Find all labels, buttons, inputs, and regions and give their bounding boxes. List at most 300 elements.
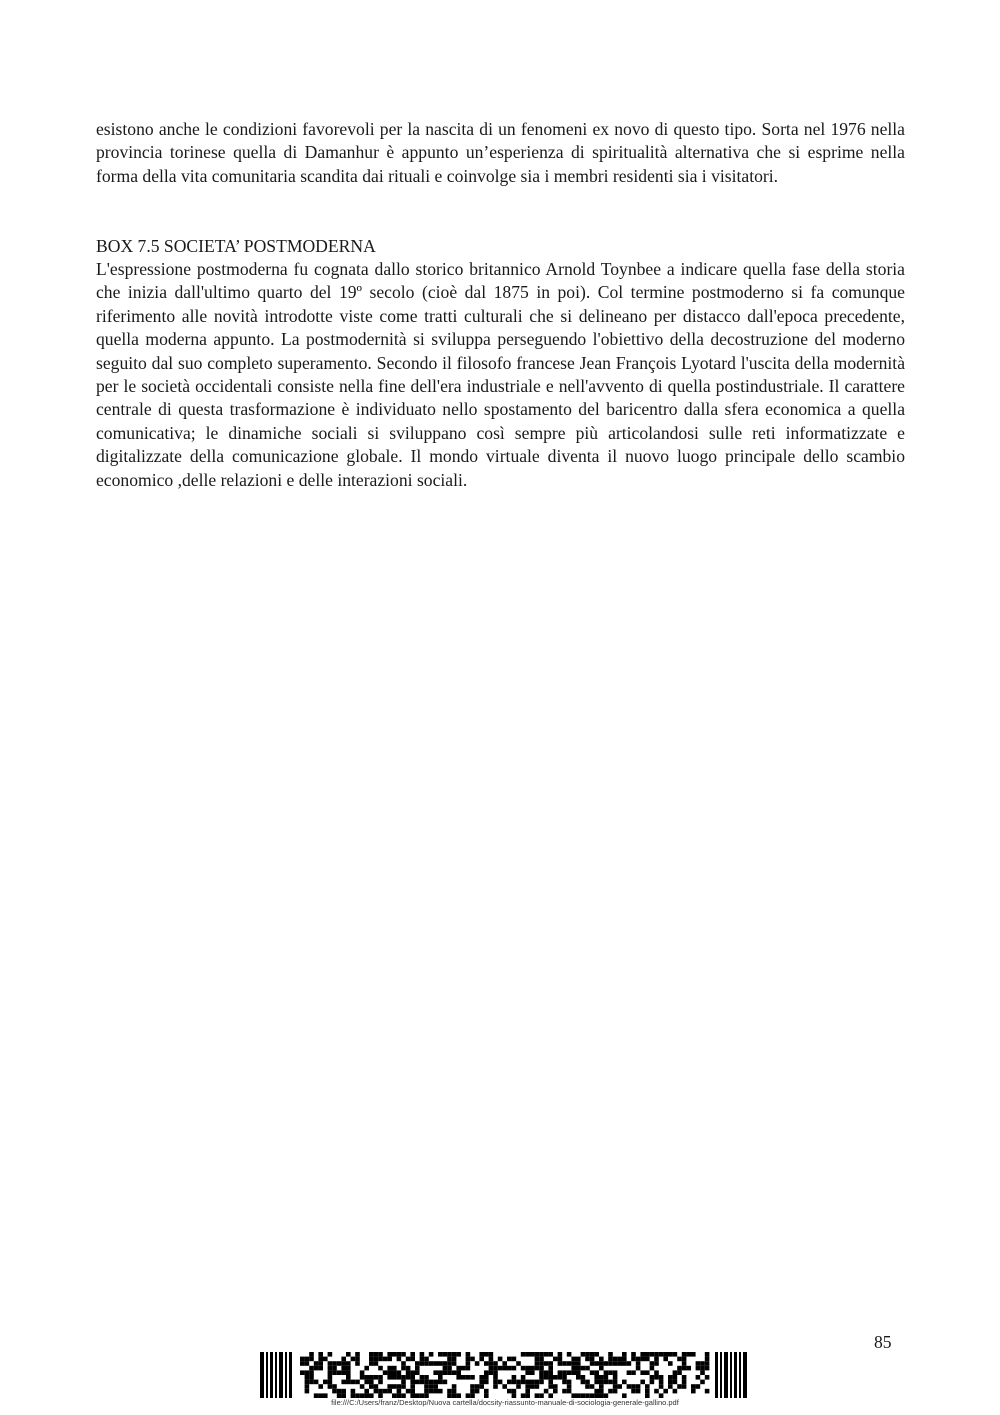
barcode-module: [631, 1384, 636, 1389]
barcode-module: [654, 1375, 659, 1380]
barcode-module: [318, 1352, 323, 1357]
barcode-module: [318, 1366, 323, 1371]
barcode-module: [360, 1370, 365, 1375]
barcode-module: [581, 1366, 586, 1371]
barcode-module: [378, 1352, 383, 1357]
barcode-module: [369, 1352, 374, 1357]
barcode-module: [341, 1370, 346, 1375]
barcode-module: [627, 1384, 632, 1389]
barcode-module: [443, 1352, 448, 1357]
barcode-module: [521, 1380, 526, 1385]
barcode-module: [498, 1380, 503, 1385]
barcode-module: [613, 1380, 618, 1385]
barcode-module: [613, 1389, 618, 1394]
barcode-module: [364, 1380, 369, 1385]
barcode-module: [466, 1366, 471, 1371]
barcode-module: [682, 1380, 687, 1385]
barcode-module: [337, 1389, 342, 1394]
barcode-module: [383, 1389, 388, 1394]
barcode-module: [305, 1389, 310, 1394]
barcode-module: [608, 1389, 613, 1394]
barcode-module: [420, 1380, 425, 1385]
barcode-module: [530, 1384, 535, 1389]
barcode-module: [558, 1357, 563, 1362]
barcode-module: [734, 1352, 737, 1398]
file-path-footer: file:///C:/Users/franz/Desktop/Nuova cartella/docsity-riassunto-manuale-di-sociologia-generale-gallino.pdf: [331, 1398, 679, 1407]
barcode-module: [383, 1357, 388, 1362]
barcode-module: [392, 1370, 397, 1375]
barcode-module: [369, 1357, 374, 1362]
barcode-module: [562, 1375, 567, 1380]
barcode-module: [466, 1357, 471, 1362]
barcode-module: [696, 1375, 701, 1380]
barcode-module: [484, 1380, 489, 1385]
barcode-module: [346, 1370, 351, 1375]
barcode-module: [521, 1375, 526, 1380]
barcode-module: [424, 1361, 429, 1366]
barcode-module: [594, 1361, 599, 1366]
barcode-module: [392, 1366, 397, 1371]
barcode-module: [410, 1389, 415, 1394]
barcode-module: [567, 1370, 572, 1375]
barcode-module: [622, 1380, 627, 1385]
barcode-module: [466, 1375, 471, 1380]
barcode-module: [691, 1352, 696, 1357]
barcode-module: [558, 1361, 563, 1366]
barcode-module: [686, 1352, 691, 1357]
barcode-module: [332, 1366, 337, 1371]
barcode-module: [677, 1370, 682, 1375]
barcode-module: [594, 1389, 599, 1394]
barcode-module: [314, 1361, 319, 1366]
barcode-module: [374, 1357, 379, 1362]
barcode-module: [489, 1366, 494, 1371]
barcode-module: [374, 1384, 379, 1389]
barcode-module: [387, 1357, 392, 1362]
barcode-module: [696, 1361, 701, 1366]
barcode-module: [387, 1375, 392, 1380]
barcode-module: [724, 1352, 728, 1398]
barcode-module: [318, 1357, 323, 1362]
barcode-module: [525, 1370, 530, 1375]
barcode-module: [364, 1366, 369, 1371]
barcode-module: [659, 1375, 664, 1380]
barcode-module: [525, 1352, 530, 1357]
barcode-module: [512, 1357, 517, 1362]
barcode-module: [498, 1357, 503, 1362]
barcode-module: [309, 1357, 314, 1362]
barcode-module: [700, 1361, 705, 1366]
barcode-module: [309, 1380, 314, 1385]
barcode-module: [686, 1366, 691, 1371]
barcode-module: [539, 1361, 544, 1366]
barcode-module: [289, 1352, 292, 1398]
barcode-module: [378, 1380, 383, 1385]
barcode-module: [673, 1370, 678, 1375]
barcode-module: [682, 1357, 687, 1362]
barcode-module: [475, 1389, 480, 1394]
barcode-module: [705, 1357, 710, 1362]
barcode-module: [608, 1357, 613, 1362]
barcode-module: [489, 1361, 494, 1366]
barcode-module: [300, 1361, 305, 1366]
barcode-module: [622, 1352, 627, 1357]
barcode-module: [590, 1361, 595, 1366]
barcode-module: [387, 1370, 392, 1375]
barcode-module: [608, 1352, 613, 1357]
barcode-module: [424, 1389, 429, 1394]
barcode-module: [613, 1361, 618, 1366]
barcode-module: [397, 1384, 402, 1389]
barcode-module: [300, 1370, 305, 1375]
barcode-module: [420, 1375, 425, 1380]
barcode-module: [341, 1380, 346, 1385]
barcode-module: [525, 1380, 530, 1385]
barcode-module: [700, 1366, 705, 1371]
barcode-module: [383, 1370, 388, 1375]
barcode-module: [696, 1366, 701, 1371]
barcode-module: [705, 1366, 710, 1371]
barcode-module: [341, 1357, 346, 1362]
barcode-module: [613, 1375, 618, 1380]
barcode-module: [493, 1384, 498, 1389]
barcode-module: [590, 1370, 595, 1375]
barcode-module: [466, 1361, 471, 1366]
barcode-module: [346, 1361, 351, 1366]
barcode-module: [323, 1380, 328, 1385]
barcode-module: [640, 1370, 645, 1375]
barcode-module: [576, 1375, 581, 1380]
barcode-module: [493, 1361, 498, 1366]
barcode-module: [433, 1380, 438, 1385]
barcode-module: [447, 1370, 452, 1375]
barcode-module: [599, 1375, 604, 1380]
barcode-module: [355, 1380, 360, 1385]
barcode-module: [567, 1389, 572, 1394]
barcode-module: [608, 1380, 613, 1385]
barcode-module: [318, 1384, 323, 1389]
barcode-module: [544, 1352, 549, 1357]
barcode-module: [682, 1384, 687, 1389]
barcode-module: [305, 1380, 310, 1385]
barcode-module: [622, 1361, 627, 1366]
barcode-module: [668, 1375, 673, 1380]
barcode-module: [369, 1375, 374, 1380]
barcode-module: [484, 1361, 489, 1366]
barcode-module: [548, 1361, 553, 1366]
barcode-module: [539, 1352, 544, 1357]
barcode-module: [659, 1352, 664, 1357]
barcode-module: [682, 1352, 687, 1357]
barcode-module: [525, 1366, 530, 1371]
barcode-module: [636, 1357, 641, 1362]
barcode-module: [429, 1361, 434, 1366]
barcode-module: [447, 1352, 452, 1357]
barcode-module: [548, 1380, 553, 1385]
barcode-module: [650, 1352, 655, 1357]
barcode-module: [654, 1352, 659, 1357]
barcode-module: [433, 1361, 438, 1366]
barcode-module: [406, 1389, 411, 1394]
barcode-module: [682, 1361, 687, 1366]
barcode-module: [415, 1380, 420, 1385]
barcode-module: [351, 1357, 356, 1362]
barcode-module: [627, 1361, 632, 1366]
barcode-module: [387, 1384, 392, 1389]
barcode-module: [305, 1375, 310, 1380]
barcode-module: [401, 1361, 406, 1366]
barcode-module: [576, 1357, 581, 1362]
barcode-module: [447, 1357, 452, 1362]
barcode-module: [535, 1366, 540, 1371]
barcode-module: [548, 1366, 553, 1371]
barcode-module: [337, 1361, 342, 1366]
barcode-module: [452, 1361, 457, 1366]
barcode-module: [401, 1375, 406, 1380]
barcode-module: [438, 1370, 443, 1375]
barcode-module: [406, 1370, 411, 1375]
barcode-module: [484, 1352, 489, 1357]
barcode-module: [341, 1361, 346, 1366]
barcode-module: [369, 1384, 374, 1389]
barcode-module: [650, 1380, 655, 1385]
barcode-module: [479, 1384, 484, 1389]
barcode-module: [346, 1352, 351, 1357]
barcode-module: [645, 1389, 650, 1394]
barcode-module: [645, 1384, 650, 1389]
barcode-module: [544, 1389, 549, 1394]
barcode-module: [705, 1361, 710, 1366]
barcode-module: [314, 1380, 319, 1385]
barcode-module: [374, 1361, 379, 1366]
barcode-icon: [260, 1352, 750, 1398]
barcode-module: [645, 1370, 650, 1375]
barcode-module: [567, 1361, 572, 1366]
barcode-module: [323, 1357, 328, 1362]
barcode-module: [260, 1352, 264, 1398]
barcode-module: [539, 1375, 544, 1380]
barcode-module: [328, 1384, 333, 1389]
barcode-module: [318, 1361, 323, 1366]
barcode-module: [677, 1384, 682, 1389]
barcode-module: [364, 1375, 369, 1380]
barcode-module: [650, 1361, 655, 1366]
barcode-module: [392, 1375, 397, 1380]
barcode-module: [392, 1384, 397, 1389]
barcode-module: [328, 1370, 333, 1375]
barcode-module: [397, 1370, 402, 1375]
barcode-module: [654, 1389, 659, 1394]
barcode-module: [447, 1389, 452, 1394]
barcode-module: [548, 1375, 553, 1380]
barcode-module: [420, 1352, 425, 1357]
barcode-module: [266, 1352, 268, 1398]
barcode-module: [270, 1352, 273, 1398]
barcode-module: [300, 1357, 305, 1362]
barcode-module: [452, 1357, 457, 1362]
barcode-module: [525, 1389, 530, 1394]
barcode-module: [424, 1357, 429, 1362]
barcode-module: [341, 1389, 346, 1394]
barcode-module: [705, 1352, 710, 1357]
barcode-module: [673, 1352, 678, 1357]
barcode-module: [438, 1352, 443, 1357]
barcode-module: [489, 1357, 494, 1362]
barcode-module: [640, 1380, 645, 1385]
barcode-module: [479, 1352, 484, 1357]
barcode-module: [420, 1357, 425, 1362]
barcode-module: [539, 1380, 544, 1385]
barcode-module: [337, 1370, 342, 1375]
barcode-module: [535, 1361, 540, 1366]
barcode-module: [401, 1366, 406, 1371]
barcode-module: [374, 1352, 379, 1357]
barcode-module: [617, 1384, 622, 1389]
barcode-module: [613, 1357, 618, 1362]
barcode-module: [571, 1361, 576, 1366]
barcode-module: [406, 1366, 411, 1371]
barcode-module: [360, 1375, 365, 1380]
barcode-module: [433, 1370, 438, 1375]
barcode-module: [691, 1389, 696, 1394]
barcode-module: [663, 1357, 668, 1362]
barcode-module: [682, 1366, 687, 1371]
barcode-module: [668, 1384, 673, 1389]
barcode-module: [558, 1352, 563, 1357]
barcode-module: [535, 1357, 540, 1362]
barcode-module: [351, 1389, 356, 1394]
barcode-module: [397, 1352, 402, 1357]
barcode-module: [604, 1370, 609, 1375]
box-heading: BOX 7.5 SOCIETA’ POSTMODERNA: [96, 236, 376, 256]
barcode-module: [397, 1389, 402, 1394]
barcode-module: [466, 1352, 471, 1357]
barcode-module: [355, 1352, 360, 1357]
barcode-module: [489, 1370, 494, 1375]
barcode-module: [636, 1366, 641, 1371]
barcode-module: [415, 1366, 420, 1371]
barcode-module: [654, 1361, 659, 1366]
barcode-module: [410, 1375, 415, 1380]
barcode-module: [576, 1361, 581, 1366]
barcode-module: [443, 1361, 448, 1366]
barcode-module: [599, 1389, 604, 1394]
barcode-module: [677, 1357, 682, 1362]
barcode-module: [470, 1384, 475, 1389]
barcode-module: [594, 1370, 599, 1375]
barcode-module: [525, 1384, 530, 1389]
barcode-module: [401, 1352, 406, 1357]
barcode-module: [645, 1357, 650, 1362]
barcode-module: [456, 1370, 461, 1375]
barcode-module: [328, 1352, 333, 1357]
barcode-module: [443, 1370, 448, 1375]
barcode-module: [341, 1366, 346, 1371]
barcode-module: [461, 1366, 466, 1371]
barcode-module: [309, 1370, 314, 1375]
barcode-module: [530, 1370, 535, 1375]
barcode-module: [544, 1361, 549, 1366]
barcode-module: [355, 1361, 360, 1366]
barcode-module: [447, 1361, 452, 1366]
barcode-module: [484, 1389, 489, 1394]
barcode-module: [378, 1389, 383, 1394]
barcode-module: [673, 1389, 678, 1394]
barcode-module: [553, 1389, 558, 1394]
barcode-module: [530, 1366, 535, 1371]
barcode-module: [663, 1389, 668, 1394]
barcode-module: [668, 1380, 673, 1385]
barcode-module: [392, 1352, 397, 1357]
barcode-module: [443, 1380, 448, 1385]
barcode-module: [743, 1352, 747, 1398]
barcode-module: [484, 1370, 489, 1375]
barcode-module: [677, 1366, 682, 1371]
barcode-module: [420, 1361, 425, 1366]
barcode-module: [493, 1366, 498, 1371]
barcode-module: [401, 1384, 406, 1389]
barcode-module: [374, 1389, 379, 1394]
barcode-module: [700, 1380, 705, 1385]
barcode-module: [650, 1375, 655, 1380]
barcode-module: [406, 1357, 411, 1362]
barcode-module: [631, 1389, 636, 1394]
barcode-module: [456, 1352, 461, 1357]
barcode-module: [479, 1375, 484, 1380]
barcode-module: [406, 1375, 411, 1380]
barcode-module: [332, 1384, 337, 1389]
barcode-module: [305, 1370, 310, 1375]
barcode-module: [604, 1375, 609, 1380]
barcode-module: [346, 1380, 351, 1385]
barcode-module: [571, 1357, 576, 1362]
barcode-module: [562, 1380, 567, 1385]
barcode-module: [378, 1357, 383, 1362]
barcode-module: [484, 1375, 489, 1380]
barcode-module: [668, 1361, 673, 1366]
barcode-module: [475, 1361, 480, 1366]
barcode-module: [631, 1370, 636, 1375]
barcode-module: [594, 1380, 599, 1385]
barcode-module: [378, 1375, 383, 1380]
barcode-module: [328, 1366, 333, 1371]
barcode-module: [530, 1380, 535, 1385]
barcode-module: [512, 1366, 517, 1371]
barcode-module: [415, 1370, 420, 1375]
barcode-module: [535, 1352, 540, 1357]
barcode-module: [424, 1380, 429, 1385]
barcode-module: [535, 1380, 540, 1385]
barcode-module: [397, 1375, 402, 1380]
barcode-module: [604, 1380, 609, 1385]
barcode-module: [544, 1375, 549, 1380]
barcode-module: [548, 1370, 553, 1375]
barcode-module: [636, 1384, 641, 1389]
barcode-module: [369, 1361, 374, 1366]
barcode-module: [562, 1389, 567, 1394]
barcode-module: [663, 1352, 668, 1357]
barcode-module: [438, 1361, 443, 1366]
barcode-module: [622, 1357, 627, 1362]
barcode-module: [507, 1380, 512, 1385]
barcode-module: [590, 1357, 595, 1362]
barcode-module: [567, 1384, 572, 1389]
barcode-module: [493, 1370, 498, 1375]
barcode-module: [516, 1380, 521, 1385]
barcode-module: [521, 1352, 526, 1357]
barcode-module: [599, 1380, 604, 1385]
barcode-module: [654, 1357, 659, 1362]
